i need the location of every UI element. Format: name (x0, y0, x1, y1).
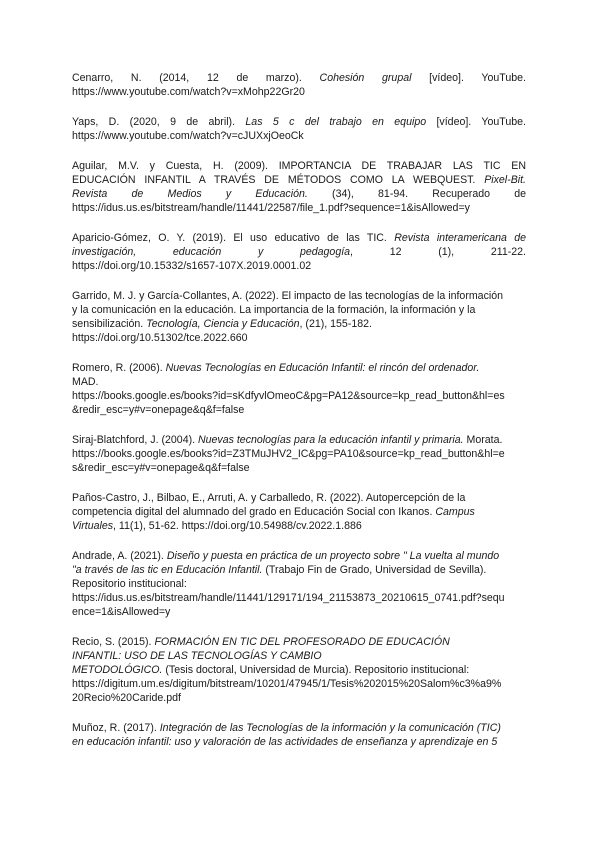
reference-line: Garrido, M. J. y García-Collantes, A. (2022). El impacto de las tecnologías de la información (72, 290, 504, 302)
reference-title: "a través de las tic en Educación Infantil. (72, 564, 263, 576)
reference-title: Revista de Medios y Educación. (72, 188, 308, 200)
reference-title: Nuevas Tecnologías en Educación Infantil: el rincón del ordenador. (165, 362, 480, 374)
reference-text: (Tesis doctoral, Universidad de Murcia). Repositorio institucional: (162, 664, 470, 676)
reference-line: Repositorio institucional: (72, 578, 187, 590)
reference-line (72, 663, 526, 677)
reference-line (72, 187, 526, 201)
reference-text: Yaps, D. (2020, 9 de abril). (72, 116, 246, 128)
reference-text: Romero, R. (2006). (72, 362, 166, 374)
reference-aguilar (72, 159, 526, 215)
reference-line: Paños-Castro, J., Bilbao, E., Arruti, A. y Carballedo, R. (2022). Autopercepción de la (72, 492, 466, 504)
reference-panos (72, 491, 526, 533)
reference-text: (Trabajo Fin de Grado, Universidad de Sevilla). (262, 564, 487, 576)
reference-text: Andrade, A. (2021). (72, 550, 167, 562)
reference-link[interactable]: https://digitum.um.es/digitum/bitstream/10201/47945/1/Tesis%202015%20Salom%c3%a9% (72, 678, 502, 690)
reference-line (72, 635, 526, 649)
reference-title: Diseño y puesta en práctica de un proyecto sobre " La vuelta al mundo (166, 550, 500, 562)
reference-line (72, 721, 526, 735)
reference-siraj (72, 433, 526, 475)
reference-text: [vídeo]. YouTube. (411, 72, 527, 84)
reference-link[interactable]: https://books.google.es/books?id=Z3TMuJHV2_IC&pg=PA10&source=kp_read_button&hl=e (72, 448, 505, 460)
reference-text: Siraj-Blatchford, J. (2004). (72, 434, 198, 446)
reference-line (72, 649, 526, 663)
reference-link[interactable]: 20Recio%20Caride.pdf (72, 692, 181, 704)
reference-link[interactable]: ence=1&isAllowed=y (72, 606, 171, 618)
reference-title: Pixel-Bit. (484, 174, 526, 186)
reference-line (72, 433, 526, 447)
reference-line: Aguilar, M.V. y Cuesta, H. (2009). IMPORTANCIA DE TRABAJAR LAS TIC EN (72, 160, 526, 172)
reference-andrade (72, 549, 526, 619)
reference-title: Campus (435, 506, 475, 518)
reference-recio (72, 635, 526, 705)
reference-text: Cenarro, N. (2014, 12 de marzo). (72, 72, 320, 84)
reference-line (72, 519, 526, 533)
reference-line (72, 361, 526, 375)
reference-link[interactable]: https://www.youtube.com/watch?v=xMohp22Gr20 (72, 86, 305, 98)
reference-aparicio (72, 231, 526, 273)
reference-line (72, 173, 526, 187)
reference-line (72, 563, 526, 577)
reference-garrido (72, 289, 526, 345)
reference-line (72, 317, 526, 331)
reference-text: competencia digital del alumnado del grado en Educación Social con Ikanos. (72, 506, 436, 518)
reference-line (72, 231, 526, 245)
reference-title: Integración de las Tecnologías de la información y la comunicación (TIC) (159, 722, 501, 734)
reference-text: Recio, S. (2015). (72, 636, 155, 648)
reference-title: Tecnología, Ciencia y Educación (146, 318, 300, 330)
reference-title: Las 5 c del trabajo en equipo (245, 116, 427, 128)
reference-link[interactable]: https://doi.org/10.15332/s1657-107X.2019.0001.02 (72, 260, 312, 272)
reference-cenarro (72, 71, 526, 99)
reference-title: Cohesión grupal (319, 72, 412, 84)
reference-title: INFANTIL: USO DE LAS TECNOLOGÍAS Y CAMBIO (72, 650, 322, 662)
reference-link[interactable]: s&redir_esc=y#v=onepage&q&f=false (72, 462, 250, 474)
reference-text: Aparicio-Gómez, O. Y. (2019). El uso educativo de las TIC. (72, 232, 395, 244)
reference-yaps (72, 115, 526, 143)
reference-title: FORMACIÓN EN TIC DEL PROFESORADO DE EDUCACIÓN (154, 636, 450, 648)
reference-text: sensibilización. (72, 318, 147, 330)
reference-line (72, 245, 526, 259)
reference-line: y la comunicación en la educación. La importancia de la formación, la información y la (72, 304, 476, 316)
reference-text: (34), 81-94. Recuperado de (307, 188, 526, 200)
reference-text: EDUCACIÓN INFANTIL A TRAVÉS DE MÉTODOS COMO LA WEBQUEST. (72, 174, 485, 186)
reference-title: investigación, educación y pedagogía (72, 246, 351, 258)
reference-text: Muñoz, R. (2017). (72, 722, 160, 734)
reference-link[interactable]: &redir_esc=y#v=onepage&q&f=false (72, 404, 245, 416)
reference-link[interactable]: https://doi.org/10.51302/tce.2022.660 (72, 332, 248, 344)
reference-link[interactable]: https://idus.us.es/bitstream/handle/11441/22587/file_1.pdf?sequence=1&isAllowed=y (72, 202, 470, 214)
reference-link[interactable]: https://idus.us.es/bitstream/handle/11441/129171/194_21153873_20210615_0741.pdf?sequ (72, 592, 505, 604)
reference-romero (72, 361, 526, 417)
reference-text: Morata. (463, 434, 503, 446)
reference-text: [vídeo]. YouTube. (426, 116, 527, 128)
reference-title: Nuevas tecnologías para la educación infantil y primaria. (198, 434, 464, 446)
reference-line (72, 115, 526, 129)
reference-title: Virtuales (72, 520, 114, 532)
reference-text: , (21), 155-182. (299, 318, 372, 330)
reference-text: , 11(1), 51-62. https://doi.org/10.54988/cv.2022.1.886 (113, 520, 362, 532)
reference-line (72, 735, 526, 749)
reference-line (72, 505, 526, 519)
reference-title: Revista interamericana de (394, 232, 526, 244)
reference-text: , 12 (1), 211-22. (350, 246, 526, 258)
reference-title: METODOLÓGICO. (72, 664, 163, 676)
reference-title: en educación infantil: uso y valoración de las actividades de enseñanza y aprendizaje en 5 (72, 736, 498, 748)
reference-list (72, 71, 526, 765)
reference-line (72, 549, 526, 563)
reference-munoz (72, 721, 526, 749)
reference-line (72, 71, 526, 85)
reference-link[interactable]: https://books.google.es/books?id=sKdfyvlOmeoC&pg=PA12&source=kp_read_button&hl=es (72, 390, 505, 402)
reference-link[interactable]: https://www.youtube.com/watch?v=cJUXxjOeoCk (72, 130, 304, 142)
reference-line: MAD. (72, 376, 99, 388)
